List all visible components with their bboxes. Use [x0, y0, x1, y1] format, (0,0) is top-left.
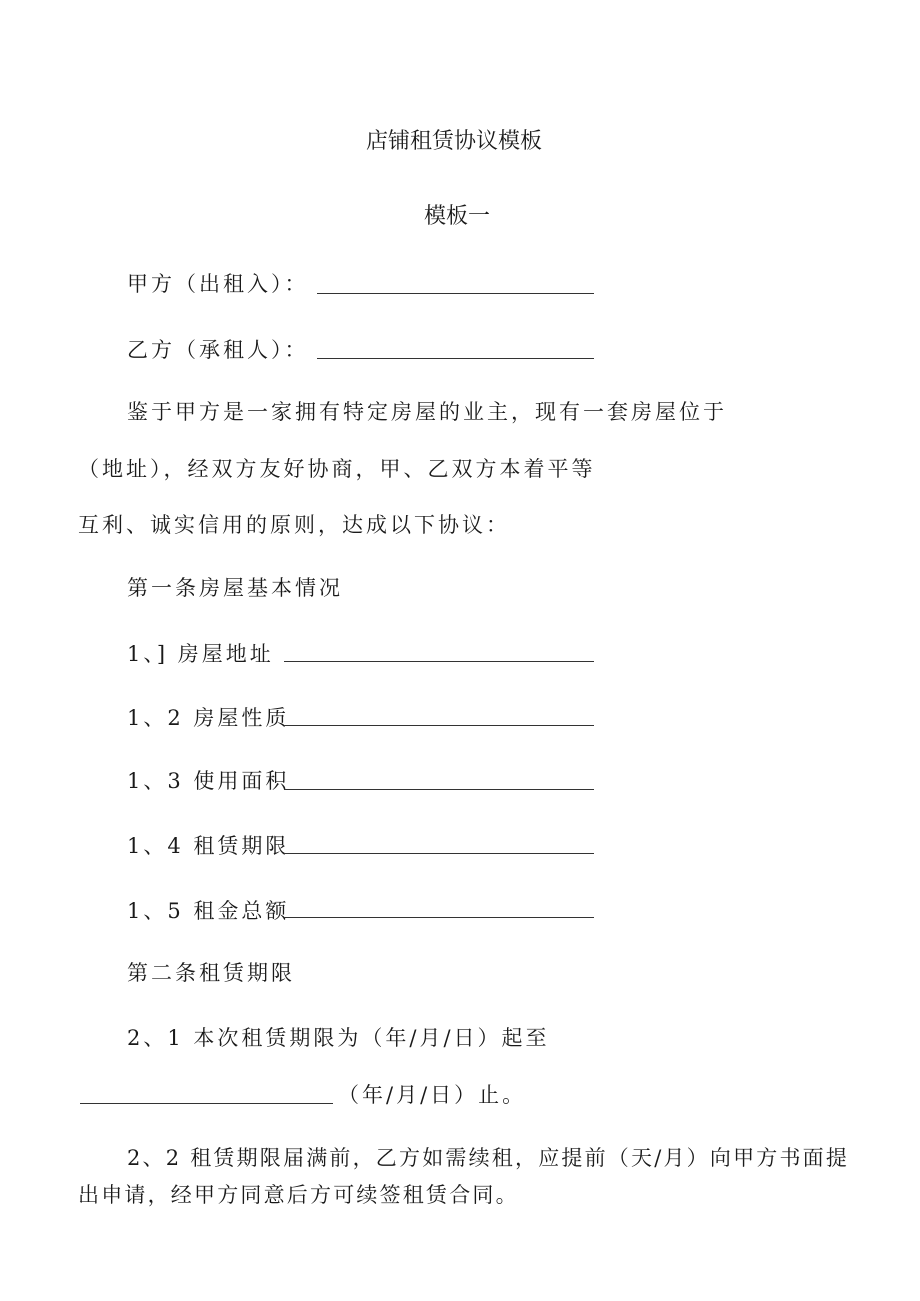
party-b-label: 乙方（承租人）：: [127, 338, 309, 362]
article-1-item-5: 1、5 租金总额: [127, 899, 290, 923]
article-1-title: 第一条房屋基本情况: [127, 576, 343, 600]
article-1-item-2: 1、2 房屋性质: [127, 706, 290, 730]
clause-2-2-line-1: 2、2 租赁期限届满前，乙方如需续租，应提前（天/月）向甲方书面提: [127, 1146, 850, 1170]
house-address-blank[interactable]: [284, 661, 594, 662]
usable-area-blank[interactable]: [284, 789, 594, 790]
party-b-blank[interactable]: [317, 358, 594, 359]
article-1-item-4: 1、4 租赁期限: [127, 834, 290, 858]
clause-2-2-line-2: 出申请，经甲方同意后方可续签租赁合同。: [78, 1183, 519, 1207]
total-rent-blank[interactable]: [284, 917, 594, 918]
lease-term-blank[interactable]: [284, 853, 594, 854]
document-title: 店铺租赁协议模板: [366, 129, 543, 154]
article-2-title: 第二条租赁期限: [127, 961, 295, 985]
intro-line-3: 互利、诚实信用的原则，达成以下协议：: [78, 513, 510, 537]
article-1-item-3: 1、3 使用面积: [127, 769, 290, 793]
clause-2-1-line-2: （年/月/日）止。: [338, 1083, 527, 1107]
party-a-blank[interactable]: [317, 293, 594, 294]
party-a-label: 甲方（出租入）：: [127, 272, 309, 296]
article-1-item-1: 1、] 房屋地址: [127, 642, 274, 666]
intro-line-1: 鉴于甲方是一家拥有特定房屋的业主，现有一套房屋位于: [127, 400, 727, 424]
intro-line-2: （地址），经双方友好协商，甲、乙双方本着平等: [78, 457, 596, 481]
document-subtitle: 模板一: [424, 204, 491, 229]
lease-end-date-blank[interactable]: [80, 1103, 333, 1104]
clause-2-1-line-1: 2、1 本次租赁期限为（年/月/日）起至: [127, 1026, 550, 1050]
house-nature-blank[interactable]: [284, 725, 594, 726]
